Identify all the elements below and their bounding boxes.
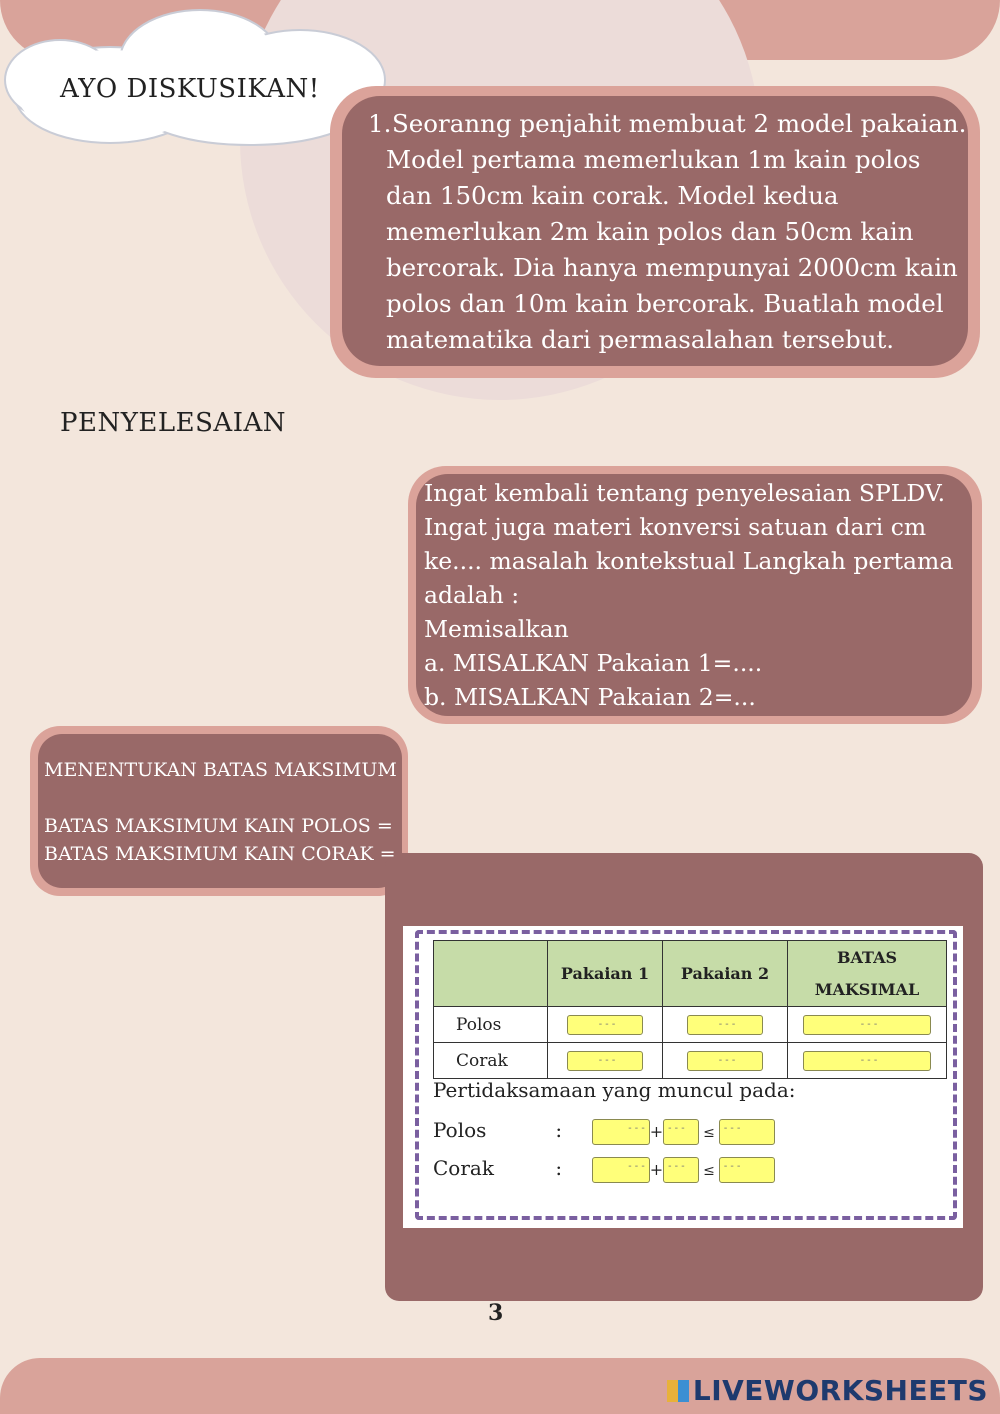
ineq-polos-max[interactable]: - - - <box>719 1119 775 1145</box>
header-maksimal: MAKSIMAL <box>814 979 920 999</box>
inequality-row-polos <box>433 1118 775 1145</box>
hint-line: adalah : <box>424 581 520 609</box>
question-line: polos dan 10m kain bercorak. Buatlah model <box>386 289 944 318</box>
hint-line: ke.... masalah kontekstual Langkah pertama <box>424 547 954 575</box>
brand-name: LIVEWORKSHEETS <box>692 1374 988 1407</box>
header-batas: BATAS <box>836 947 898 967</box>
hint-text <box>424 476 969 714</box>
max-corak-label: BATAS MAKSIMUM KAIN CORAK = <box>44 843 396 865</box>
ineq-corak-x[interactable]: - - - <box>592 1157 650 1183</box>
page-title: AYO DISKUSIKAN! <box>60 74 320 104</box>
liveworksheets-icon <box>667 1380 689 1402</box>
inequality-row-corak <box>433 1156 775 1183</box>
question-line: bercorak. Dia hanya mempunyai 2000cm kain <box>386 253 958 282</box>
worksheet-image <box>403 926 963 1228</box>
hint-line: a. MISALKAN Pakaian 1=.... <box>424 649 763 677</box>
question-text <box>368 106 973 358</box>
ineq-polos-x[interactable]: - - - <box>592 1119 650 1145</box>
question-line: Seoranng penjahit membuat 2 model pakaian. <box>392 109 967 138</box>
leq-sign: ≤ <box>703 1163 715 1179</box>
header-pakaian-2: Pakaian 2 <box>663 941 788 1007</box>
question-number: 1. <box>368 109 392 138</box>
table-row <box>434 1043 947 1079</box>
page-number: 3 <box>488 1300 504 1326</box>
max-text <box>44 756 397 868</box>
max-title: MENENTUKAN BATAS MAKSIMUM <box>44 759 397 781</box>
question-line: dan 150cm kain corak. Model kedua <box>386 181 839 210</box>
question-line: memerlukan 2m kain polos dan 50cm kain <box>386 217 914 246</box>
solution-title: PENYELESAIAN <box>60 408 286 438</box>
hint-line: Ingat kembali tentang penyelesaian SPLDV. <box>424 479 946 507</box>
ineq-polos-y[interactable]: - - - <box>663 1119 699 1145</box>
question-line: Model pertama memerlukan 1m kain polos <box>386 145 921 174</box>
input-polos-pakaian-1[interactable]: - - - <box>567 1015 643 1035</box>
hint-line: Memisalkan <box>424 615 569 643</box>
ineq-corak-max[interactable]: - - - <box>719 1157 775 1183</box>
row-label-corak: Corak <box>434 1043 548 1079</box>
input-corak-batas[interactable]: - - - <box>803 1051 931 1071</box>
ineq-label-corak: Corak <box>433 1156 494 1180</box>
input-polos-pakaian-2[interactable]: - - - <box>687 1015 763 1035</box>
leq-sign: ≤ <box>703 1125 715 1141</box>
table-corner-cell <box>434 941 548 1007</box>
hint-line: b. MISALKAN Pakaian 2=... <box>424 683 756 711</box>
input-polos-batas[interactable]: - - - <box>803 1015 931 1035</box>
plus-sign: + <box>649 1160 664 1179</box>
question-line: matematika dari permasalahan tersebut. <box>386 325 895 354</box>
table-row <box>434 1007 947 1043</box>
plus-sign: + <box>649 1122 664 1141</box>
row-label-polos: Polos <box>434 1007 548 1043</box>
ineq-colon: : <box>555 1156 563 1180</box>
input-corak-pakaian-1[interactable]: - - - <box>567 1051 643 1071</box>
ineq-corak-y[interactable]: - - - <box>663 1157 699 1183</box>
liveworksheets-logo <box>667 1374 988 1407</box>
max-polos-label: BATAS MAKSIMUM KAIN POLOS = <box>44 815 393 837</box>
data-table <box>433 940 947 1079</box>
input-corak-pakaian-2[interactable]: - - - <box>687 1051 763 1071</box>
header-batas-maksimal <box>788 941 947 1007</box>
table-header-row <box>434 941 947 1007</box>
ineq-label-polos: Polos <box>433 1118 487 1142</box>
hint-line: Ingat juga materi konversi satuan dari cm <box>424 513 927 541</box>
ineq-colon: : <box>555 1118 563 1142</box>
header-pakaian-1: Pakaian 1 <box>548 941 663 1007</box>
inequality-title: Pertidaksamaan yang muncul pada: <box>433 1078 796 1102</box>
